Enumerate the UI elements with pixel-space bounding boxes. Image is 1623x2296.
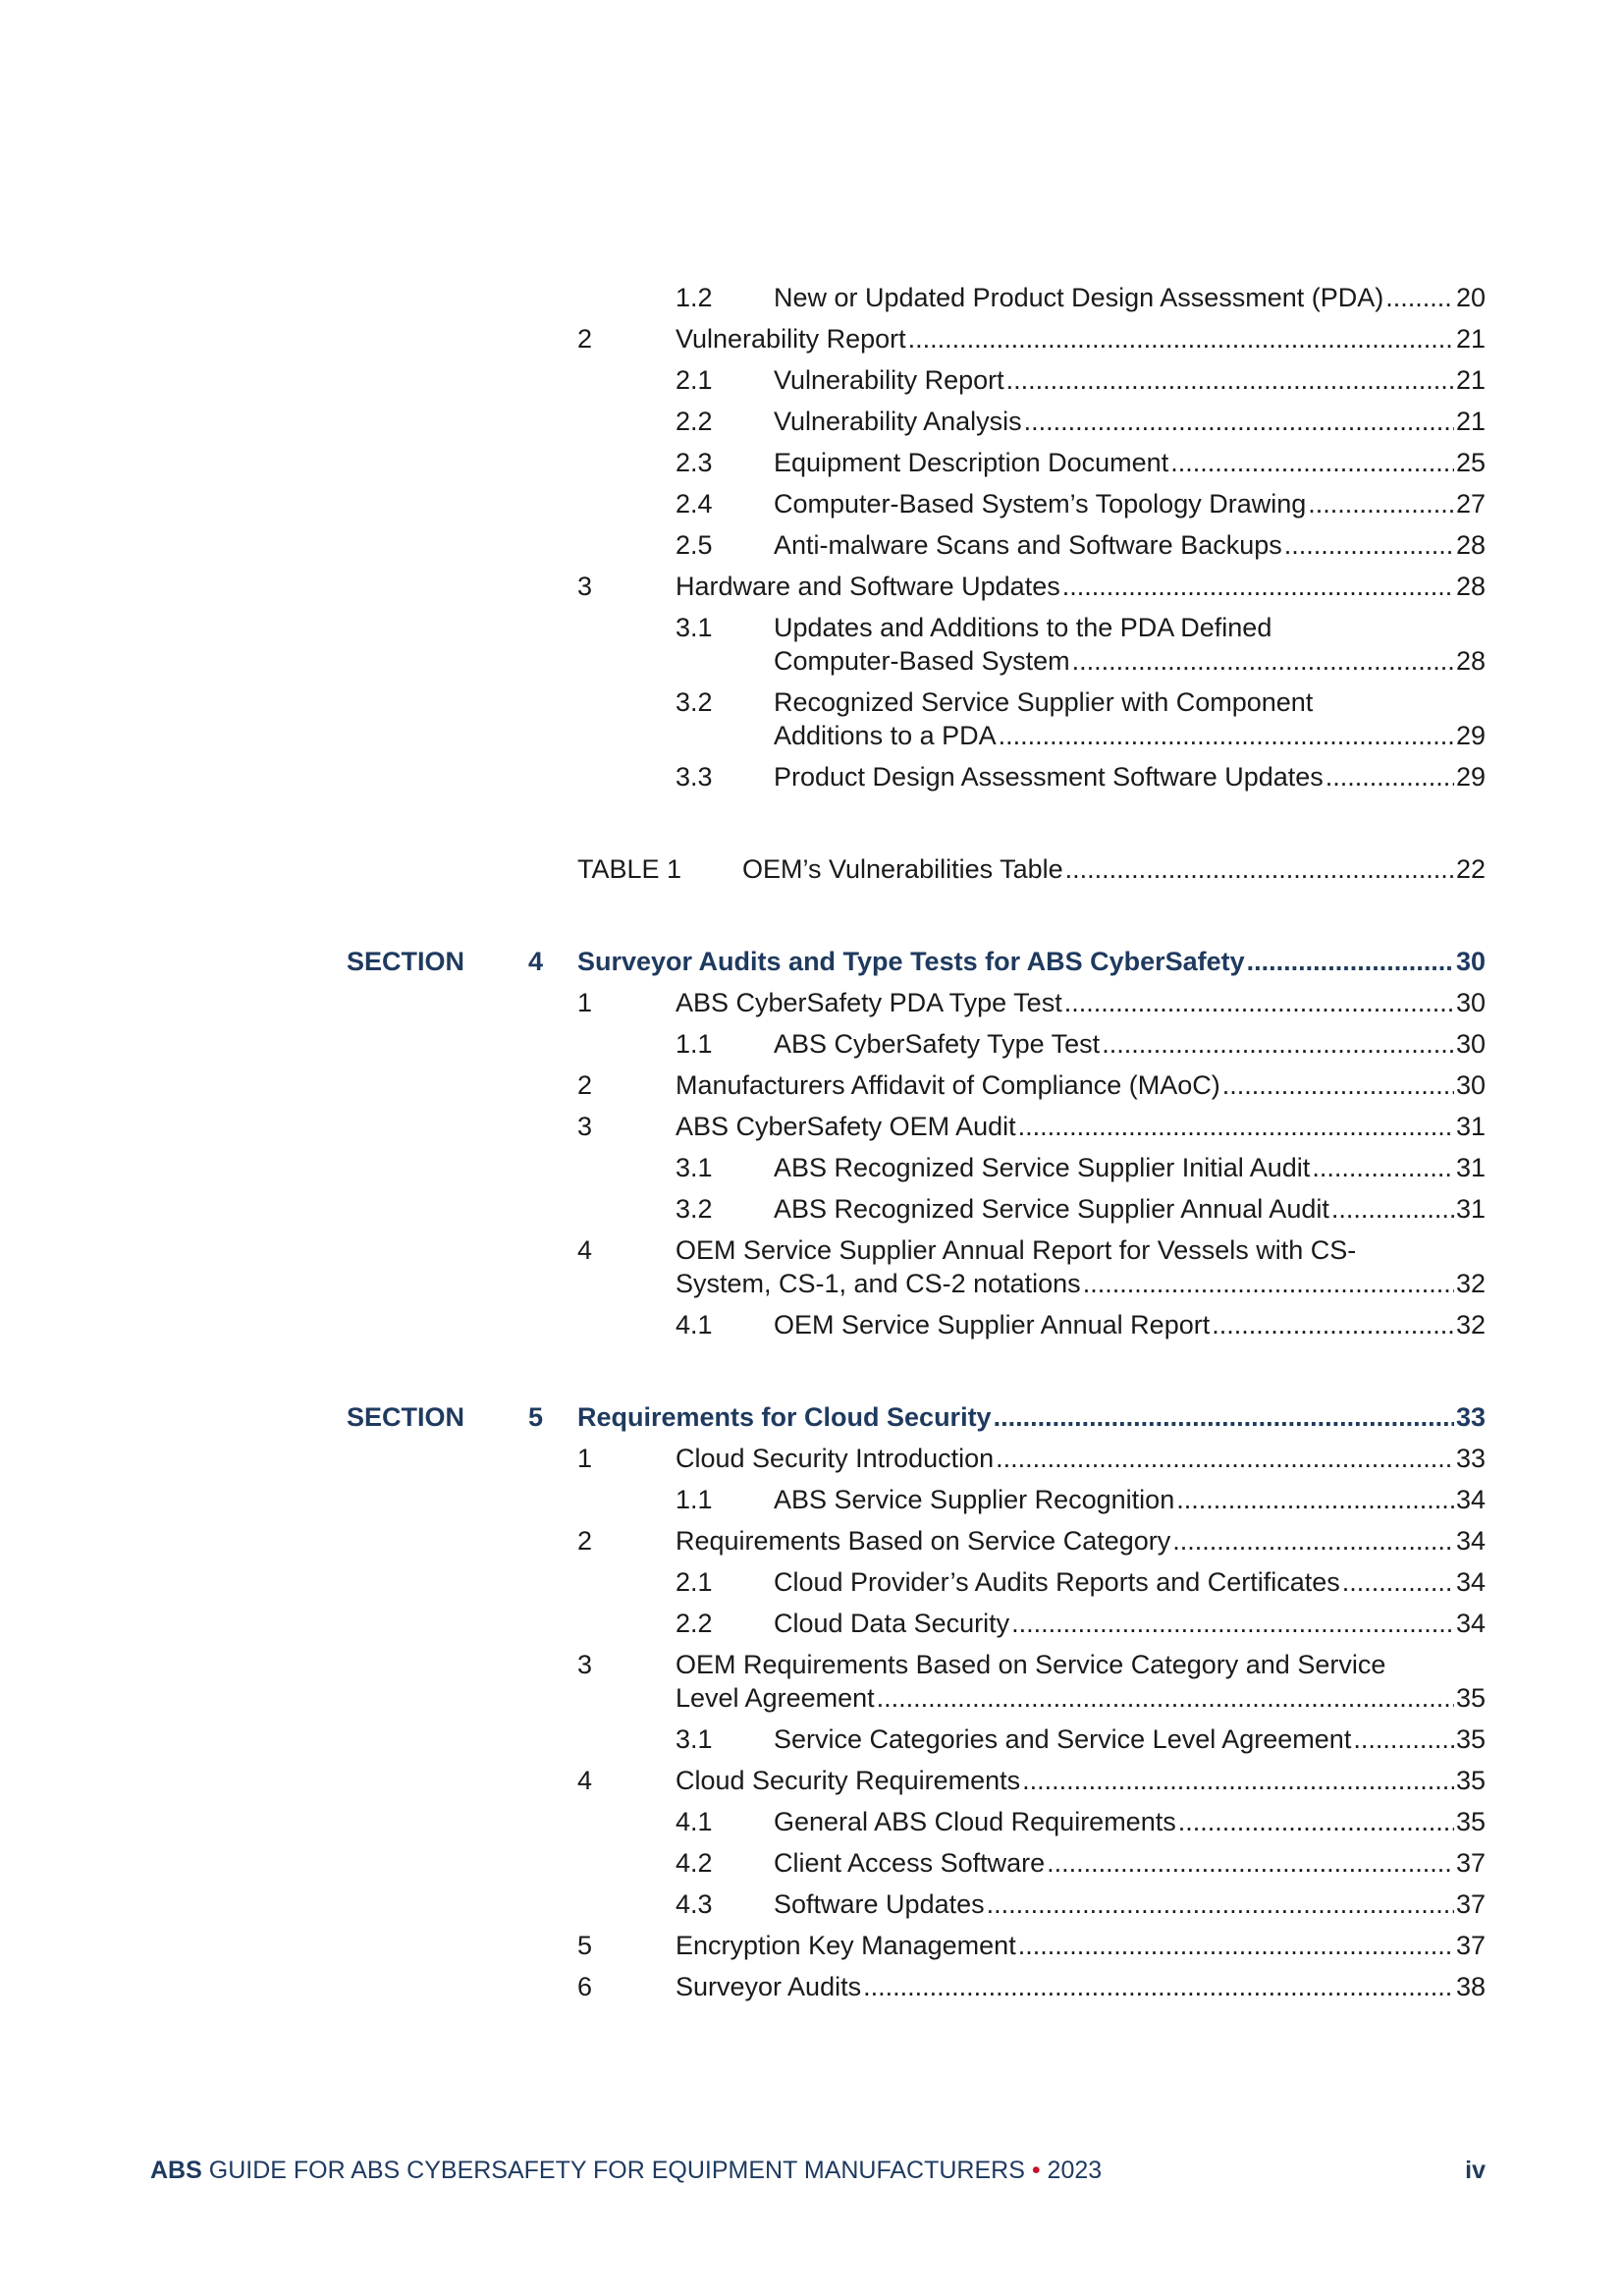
toc-entry <box>0 986 1623 1019</box>
entry-title: Product Design Assessment Software Updates <box>774 762 1324 792</box>
footer-title <box>150 2157 1102 2185</box>
entry-title: General ABS Cloud Requirements <box>774 1807 1176 1836</box>
entry-page: 31 <box>1455 1194 1486 1224</box>
entry-title: Requirements Based on Service Category <box>676 1526 1171 1556</box>
table-of-contents <box>0 281 1623 2011</box>
entry-title: Cloud Security Introduction <box>676 1444 995 1473</box>
entry-line <box>774 281 1486 314</box>
toc-entry <box>0 570 1623 603</box>
dot-leader <box>1247 945 1454 978</box>
entry-title: Service Categories and Service Level Agreement <box>774 1724 1352 1754</box>
spacer <box>0 1349 1623 1400</box>
entry-number: 1 <box>577 1444 593 1473</box>
entry-title: ABS CyberSafety OEM Audit <box>676 1112 1016 1141</box>
entry-page: 34 <box>1455 1567 1486 1597</box>
entry-body <box>774 487 1486 520</box>
toc-entry <box>0 1027 1623 1061</box>
toc-entry <box>0 1722 1623 1756</box>
table-line <box>742 852 1486 886</box>
entry-body <box>774 1887 1486 1921</box>
entry-number: 2.2 <box>676 1609 713 1638</box>
entry-page: 37 <box>1455 1931 1486 1960</box>
entry-line <box>774 1607 1486 1640</box>
entry-body <box>774 1483 1486 1516</box>
dot-leader <box>1064 986 1454 1019</box>
entry-body <box>774 1565 1486 1599</box>
entry-title: New or Updated Product Design Assessment (PDA) <box>774 283 1384 312</box>
dot-leader <box>1022 1764 1454 1797</box>
section-body <box>577 1400 1486 1434</box>
entry-page: 35 <box>1455 1766 1486 1795</box>
entry-line <box>774 487 1486 520</box>
entry-line <box>676 1681 1486 1715</box>
section-number: 4 <box>528 947 544 976</box>
section-label: SECTION <box>347 1402 465 1432</box>
entry-body <box>676 570 1486 603</box>
page-footer <box>150 2157 1486 2185</box>
entry-number: 4 <box>577 1766 593 1795</box>
entry-line <box>774 1805 1486 1838</box>
entry-number: 3.1 <box>676 613 713 642</box>
entry-page: 25 <box>1455 448 1486 477</box>
entry-number: 1 <box>577 988 593 1017</box>
entry-line <box>774 1308 1486 1341</box>
entry-page: 34 <box>1455 1609 1486 1638</box>
entry-line <box>774 1887 1486 1921</box>
dot-leader <box>987 1887 1454 1921</box>
entry-title: ABS Recognized Service Supplier Annual Audit <box>774 1194 1329 1224</box>
entry-title: Computer-Based System’s Topology Drawing <box>774 489 1307 519</box>
entry-page: 21 <box>1455 365 1486 395</box>
toc-entry <box>0 363 1623 397</box>
toc-entry <box>0 1442 1623 1475</box>
dot-leader <box>1006 363 1454 397</box>
dot-leader <box>1083 1267 1454 1300</box>
dot-leader <box>1212 1308 1454 1341</box>
toc-entry <box>0 1764 1623 1797</box>
entry-body <box>774 1192 1486 1226</box>
entry-number: 4.1 <box>676 1807 713 1836</box>
toc-entry <box>0 1929 1623 1962</box>
entry-body <box>774 611 1486 678</box>
entry-title: Equipment Description Document <box>774 448 1169 477</box>
entry-number: 2 <box>577 1070 593 1100</box>
entry-page: 21 <box>1455 407 1486 436</box>
toc-entry <box>0 1970 1623 2003</box>
entry-page: 37 <box>1455 1848 1486 1878</box>
dot-leader <box>1024 405 1454 438</box>
dot-leader <box>877 1681 1454 1715</box>
entry-title: ABS Recognized Service Supplier Initial Audit <box>774 1153 1311 1182</box>
dot-leader <box>1331 1192 1454 1226</box>
entry-title: Encryption Key Management <box>676 1931 1016 1960</box>
entry-line <box>774 1151 1486 1184</box>
entry-page: 30 <box>1455 1070 1486 1100</box>
dot-leader <box>1065 852 1454 886</box>
entry-page: 27 <box>1455 489 1486 519</box>
entry-number: 3.2 <box>676 687 713 717</box>
entry-page: 28 <box>1455 572 1486 601</box>
entry-title: Hardware and Software Updates <box>676 572 1060 601</box>
entry-number: 3.3 <box>676 762 713 792</box>
entry-title: Vulnerability Report <box>774 365 1004 395</box>
toc-entry <box>0 1233 1623 1300</box>
entry-page: 34 <box>1455 1526 1486 1556</box>
toc-entry <box>0 685 1623 752</box>
entry-line <box>676 322 1486 355</box>
entry-page: 32 <box>1455 1310 1486 1339</box>
entry-title: Vulnerability Report <box>676 324 906 354</box>
dot-leader <box>1172 1524 1454 1558</box>
entry-title-line1: OEM Requirements Based on Service Category and Service <box>676 1650 1386 1679</box>
entry-number: 2.2 <box>676 407 713 436</box>
entry-line <box>676 1970 1486 2003</box>
entry-number: 2.3 <box>676 448 713 477</box>
dot-leader <box>1047 1846 1454 1880</box>
toc-entry <box>0 1110 1623 1143</box>
entry-page: 31 <box>1455 1153 1486 1182</box>
entry-line <box>676 1442 1486 1475</box>
entry-number: 2 <box>577 1526 593 1556</box>
section-heading <box>0 1400 1623 1434</box>
entry-page: 37 <box>1455 1889 1486 1919</box>
entry-body <box>774 405 1486 438</box>
entry-title: Additions to a PDA <box>774 721 997 750</box>
toc-entry <box>0 281 1623 314</box>
entry-title: Level Agreement <box>676 1683 875 1713</box>
entry-title: Computer-Based System <box>774 646 1070 676</box>
entry-number: 2 <box>577 324 593 354</box>
entry-line <box>774 1722 1486 1756</box>
spacer <box>0 894 1623 945</box>
entry-line <box>676 1267 1486 1300</box>
table-entry <box>0 852 1623 886</box>
section-label: SECTION <box>347 947 465 976</box>
toc-entry <box>0 1887 1623 1921</box>
entry-page: 33 <box>1455 1444 1486 1473</box>
entry-page: 30 <box>1455 1029 1486 1059</box>
entry-number: 4 <box>577 1235 593 1265</box>
section-number: 5 <box>528 1402 544 1432</box>
entry-page: 20 <box>1455 283 1486 312</box>
dot-leader <box>1342 1565 1454 1599</box>
entry-page: 28 <box>1455 530 1486 560</box>
entry-body <box>774 281 1486 314</box>
entry-number: 3 <box>577 572 593 601</box>
entry-title: System, CS-1, and CS-2 notations <box>676 1269 1081 1298</box>
toc-entry <box>0 1565 1623 1599</box>
entry-number: 2.5 <box>676 530 713 560</box>
entry-body <box>774 1805 1486 1838</box>
entry-line <box>774 760 1486 793</box>
entry-page: 29 <box>1455 721 1486 750</box>
entry-body <box>676 1524 1486 1558</box>
section-page: 30 <box>1455 947 1486 976</box>
entry-title: Surveyor Audits <box>676 1972 862 2001</box>
toc-entry <box>0 1648 1623 1715</box>
dot-leader <box>1018 1929 1454 1962</box>
entry-title: Vulnerability Analysis <box>774 407 1022 436</box>
entry-number: 5 <box>577 1931 593 1960</box>
entry-page: 30 <box>1455 988 1486 1017</box>
entry-body <box>676 1970 1486 2003</box>
spacer <box>0 801 1623 852</box>
entry-line <box>676 1524 1486 1558</box>
entry-body <box>774 1151 1486 1184</box>
dot-leader <box>1222 1068 1454 1102</box>
entry-page: 29 <box>1455 762 1486 792</box>
entry-body <box>676 986 1486 1019</box>
toc-entry <box>0 1308 1623 1341</box>
entry-body <box>774 528 1486 562</box>
toc-entry <box>0 1151 1623 1184</box>
entry-body <box>676 1068 1486 1102</box>
entry-line <box>774 405 1486 438</box>
entry-line <box>774 644 1486 678</box>
entry-line <box>676 1764 1486 1797</box>
dot-leader <box>1385 281 1454 314</box>
entry-line <box>774 1846 1486 1880</box>
dot-leader <box>1170 446 1454 479</box>
entry-title: OEM Service Supplier Annual Report <box>774 1310 1211 1339</box>
toc-entry <box>0 405 1623 438</box>
entry-line <box>774 1565 1486 1599</box>
entry-number: 3 <box>577 1650 593 1679</box>
footer-year: 2023 <box>1040 2157 1103 2184</box>
toc-entry <box>0 1192 1623 1226</box>
entry-page: 35 <box>1455 1683 1486 1713</box>
toc-entry <box>0 1607 1623 1640</box>
section-title: Surveyor Audits and Type Tests for ABS CyberSafety <box>577 947 1245 976</box>
entry-number: 3.2 <box>676 1194 713 1224</box>
dot-leader <box>1353 1722 1454 1756</box>
entry-line <box>676 570 1486 603</box>
entry-number: 4.3 <box>676 1889 713 1919</box>
entry-body <box>774 363 1486 397</box>
entry-title: ABS Service Supplier Recognition <box>774 1485 1175 1514</box>
dot-leader <box>1178 1805 1454 1838</box>
entry-page: 35 <box>1455 1724 1486 1754</box>
toc-entry <box>0 1805 1623 1838</box>
footer-brand: ABS <box>150 2157 202 2184</box>
entry-body <box>774 685 1486 752</box>
entry-page: 21 <box>1455 324 1486 354</box>
entry-number: 3.1 <box>676 1153 713 1182</box>
entry-page: 31 <box>1455 1112 1486 1141</box>
entry-body <box>676 1929 1486 1962</box>
table-label: TABLE 1 <box>577 854 682 884</box>
table-body <box>742 852 1486 886</box>
entry-line <box>774 1027 1486 1061</box>
entry-body <box>774 760 1486 793</box>
entry-page: 28 <box>1455 646 1486 676</box>
section-page: 33 <box>1455 1402 1486 1432</box>
entry-title: ABS CyberSafety PDA Type Test <box>676 988 1062 1017</box>
entry-title: Anti-malware Scans and Software Backups <box>774 530 1282 560</box>
section-line <box>577 1400 1486 1434</box>
entry-title-line1: Recognized Service Supplier with Component <box>774 687 1314 717</box>
entry-body <box>774 1722 1486 1756</box>
entry-title: ABS CyberSafety Type Test <box>774 1029 1101 1059</box>
entry-number: 1.1 <box>676 1485 713 1514</box>
entry-number: 4.2 <box>676 1848 713 1878</box>
entry-line <box>774 719 1486 752</box>
footer-text: GUIDE FOR ABS CYBERSAFETY FOR EQUIPMENT MANUFACTURERS <box>201 2157 1032 2184</box>
entry-title-line1: Updates and Additions to the PDA Defined <box>774 613 1272 642</box>
dot-leader <box>863 1970 1454 2003</box>
entry-number: 1.2 <box>676 283 713 312</box>
section-title: Requirements for Cloud Security <box>577 1402 992 1432</box>
dot-leader <box>1176 1483 1454 1516</box>
entry-page: 34 <box>1455 1485 1486 1514</box>
section-heading <box>0 945 1623 978</box>
toc-entry <box>0 1846 1623 1880</box>
dot-leader <box>908 322 1454 355</box>
entry-body <box>676 322 1486 355</box>
dot-leader <box>994 1400 1454 1434</box>
toc-entry <box>0 1524 1623 1558</box>
entry-body <box>774 1607 1486 1640</box>
toc-entry <box>0 487 1623 520</box>
entry-title: Manufacturers Affidavit of Compliance (MAoC) <box>676 1070 1220 1100</box>
table-title: OEM’s Vulnerabilities Table <box>742 854 1063 884</box>
section-line <box>577 945 1486 978</box>
entry-page: 38 <box>1455 1972 1486 2001</box>
toc-entry <box>0 611 1623 678</box>
entry-body <box>774 446 1486 479</box>
dot-leader <box>1312 1151 1454 1184</box>
entry-line <box>676 1110 1486 1143</box>
dot-leader <box>1018 1110 1454 1143</box>
entry-line <box>774 446 1486 479</box>
entry-page: 35 <box>1455 1807 1486 1836</box>
dot-leader <box>996 1442 1454 1475</box>
toc-entry <box>0 528 1623 562</box>
entry-number: 2.4 <box>676 489 713 519</box>
entry-body <box>676 1648 1486 1715</box>
entry-line <box>774 1483 1486 1516</box>
entry-title: Cloud Security Requirements <box>676 1766 1021 1795</box>
entry-title: Software Updates <box>774 1889 985 1919</box>
entry-body <box>676 1233 1486 1300</box>
dot-leader <box>1308 487 1454 520</box>
toc-entry <box>0 760 1623 793</box>
entry-line <box>774 528 1486 562</box>
entry-body <box>676 1764 1486 1797</box>
entry-number: 1.1 <box>676 1029 713 1059</box>
dot-leader <box>1062 570 1454 603</box>
entry-page: 32 <box>1455 1269 1486 1298</box>
entry-title-line1: OEM Service Supplier Annual Report for Vessels with CS- <box>676 1235 1357 1265</box>
section-body <box>577 945 1486 978</box>
entry-number: 6 <box>577 1972 593 2001</box>
entry-number: 4.1 <box>676 1310 713 1339</box>
entry-body <box>676 1442 1486 1475</box>
entry-title: Client Access Software <box>774 1848 1046 1878</box>
toc-entry <box>0 322 1623 355</box>
entry-body <box>774 1308 1486 1341</box>
dot-leader <box>1011 1607 1454 1640</box>
dot-leader <box>1102 1027 1454 1061</box>
entry-title: Cloud Provider’s Audits Reports and Certificates <box>774 1567 1340 1597</box>
entry-title: Cloud Data Security <box>774 1609 1010 1638</box>
entry-number: 2.1 <box>676 365 713 395</box>
entry-number: 2.1 <box>676 1567 713 1597</box>
toc-entry <box>0 1483 1623 1516</box>
entry-line <box>676 1929 1486 1962</box>
dot-leader <box>1072 644 1454 678</box>
dot-leader <box>1284 528 1454 562</box>
entry-body <box>774 1846 1486 1880</box>
entry-body <box>676 1110 1486 1143</box>
footer-bullet: • <box>1031 2157 1041 2184</box>
dot-leader <box>1325 760 1454 793</box>
toc-entry <box>0 446 1623 479</box>
dot-leader <box>999 719 1454 752</box>
entry-line <box>676 986 1486 1019</box>
page-number: iv <box>1465 2157 1486 2184</box>
entry-number: 3 <box>577 1112 593 1141</box>
entry-line <box>774 363 1486 397</box>
entry-line <box>676 1068 1486 1102</box>
entry-body <box>774 1027 1486 1061</box>
table-page: 22 <box>1455 854 1486 884</box>
toc-entry <box>0 1068 1623 1102</box>
entry-line <box>774 1192 1486 1226</box>
entry-number: 3.1 <box>676 1724 713 1754</box>
